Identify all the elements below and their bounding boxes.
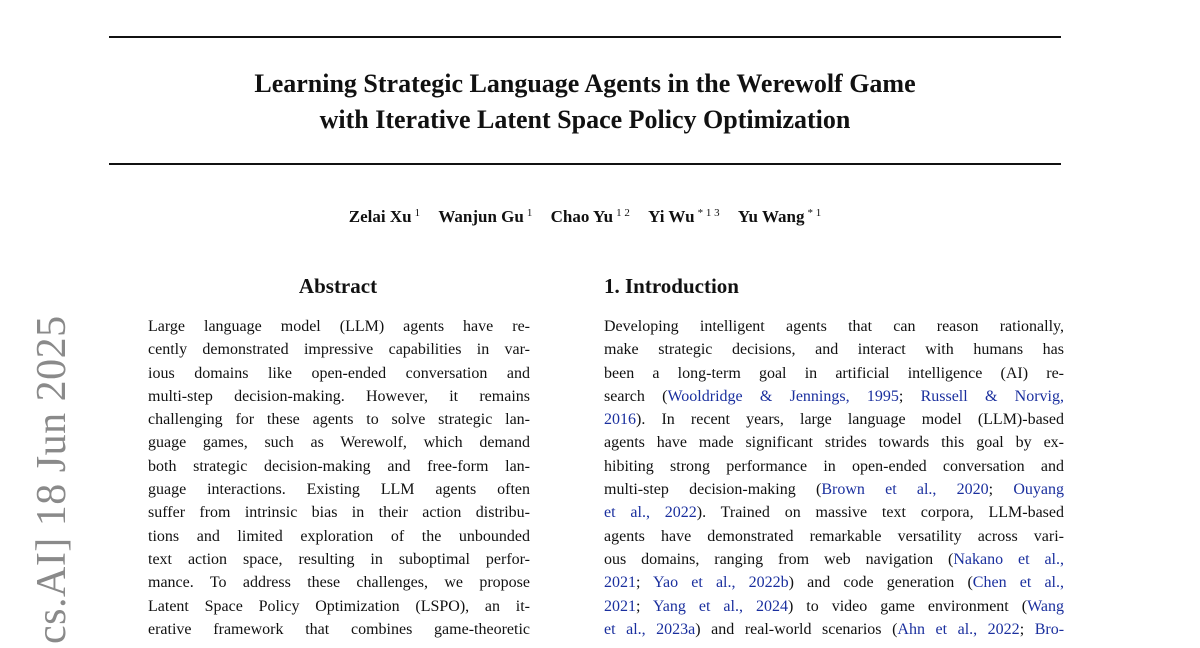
citation-link[interactable]: Ouyang <box>1013 481 1064 499</box>
introduction-line <box>604 571 1064 594</box>
citation-link[interactable]: Yang et al., 2024 <box>652 597 788 615</box>
introduction-line <box>604 408 1064 431</box>
abstract-line: cently demonstrated impressive capabilities in var- <box>148 341 530 359</box>
author-list <box>109 207 1061 227</box>
introduction-line <box>604 338 1064 361</box>
abstract-line: ious domains like open-ended conversation and <box>148 364 530 382</box>
author-name: Yu Wang <box>737 207 805 226</box>
abstract-line: erative framework that combines game-theoretic <box>148 620 530 638</box>
author-affiliation: 1 <box>526 207 533 219</box>
introduction-text: ; <box>988 481 1014 499</box>
introduction-text: ) and real-world scenarios ( <box>695 620 898 638</box>
introduction-body <box>604 315 1064 641</box>
introduction-text: been a long-term goal in artificial intelligence (AI) re- <box>604 364 1064 382</box>
citation-link[interactable]: Russell & Norvig, <box>920 387 1065 405</box>
introduction-line <box>604 548 1064 571</box>
citation-link[interactable]: et al., 2023a <box>604 620 696 638</box>
introduction-text: ) and code generation ( <box>788 574 973 592</box>
introduction-line <box>604 595 1064 618</box>
author-affiliation: * 1 <box>807 207 822 219</box>
title-rule-bottom <box>109 163 1061 165</box>
author-name: Zelai Xu <box>348 207 412 226</box>
citation-link[interactable]: 2021 <box>604 597 636 615</box>
introduction-text: ). Trained on massive text corpora, LLM-based <box>696 504 1064 522</box>
introduction-line <box>604 478 1064 501</box>
introduction-line <box>604 501 1064 524</box>
author <box>438 207 532 226</box>
abstract-line: tions and limited exploration of the unbounded <box>148 527 530 545</box>
author <box>551 207 630 226</box>
introduction-line <box>604 525 1064 548</box>
citation-link[interactable]: Chen et al., <box>972 574 1064 592</box>
author-name: Yi Wu <box>648 207 695 226</box>
abstract-line: challenging for these agents to solve strategic lan- <box>148 411 530 429</box>
introduction-text: ous domains, ranging from web navigation ( <box>604 550 954 568</box>
introduction-text: ; <box>636 574 654 592</box>
introduction-text: ; <box>636 597 653 615</box>
author <box>738 207 821 226</box>
citation-link[interactable]: Wang <box>1027 597 1064 615</box>
citation-link[interactable]: 2021 <box>604 574 636 592</box>
author-affiliation: * 1 3 <box>697 207 720 219</box>
introduction-line <box>604 618 1064 641</box>
abstract-line: multi-step decision-making. However, it remains <box>148 387 530 405</box>
introduction-text: make strategic decisions, and interact with humans has <box>604 341 1064 359</box>
arxiv-stamp: cs.AI] 18 Jun 2025 <box>29 315 75 644</box>
citation-link[interactable]: Brown et al., 2020 <box>821 481 989 499</box>
abstract-line: both strategic decision-making and free-form lan- <box>148 457 530 475</box>
introduction-text: ). In recent years, large language model (LLM)-based <box>636 411 1064 429</box>
citation-link[interactable]: et al., 2022 <box>604 504 697 522</box>
introduction-text: search ( <box>604 387 668 405</box>
abstract-line: mance. To address these challenges, we propose <box>148 574 530 592</box>
author <box>648 207 719 226</box>
introduction-text: ; <box>1019 620 1035 638</box>
citation-link[interactable]: Nakano et al., <box>953 550 1064 568</box>
introduction-heading: 1. Introduction <box>604 274 739 298</box>
introduction-text: agents have demonstrated remarkable versatility across vari- <box>604 527 1064 545</box>
introduction-line <box>604 455 1064 478</box>
introduction-line <box>604 315 1064 338</box>
author-affiliation: 1 2 <box>616 207 630 219</box>
citation-link[interactable]: Ahn et al., 2022 <box>897 620 1020 638</box>
abstract-line: suffer from intrinsic bias in their action distribu- <box>148 504 530 522</box>
citation-link[interactable]: 2016 <box>604 411 636 429</box>
abstract-heading: Abstract <box>298 274 378 298</box>
citation-link[interactable]: Bro- <box>1034 620 1065 638</box>
citation-link[interactable]: Wooldridge & Jennings, 1995 <box>667 387 899 405</box>
author <box>349 207 420 226</box>
abstract-body <box>148 315 530 641</box>
abstract-line: guage games, such as Werewolf, which demand <box>148 434 530 452</box>
introduction-text: agents have made significant strides towards this goal by ex- <box>604 434 1064 452</box>
title-line-1: Learning Strategic Language Agents in the Werewolf Game <box>254 69 916 98</box>
introduction-line <box>604 362 1064 385</box>
introduction-line <box>604 385 1064 408</box>
introduction-text: ; <box>898 387 921 405</box>
introduction-text: ) to video game environment ( <box>787 597 1028 615</box>
author-name: Wanjun Gu <box>438 207 524 226</box>
title-line-2: with Iterative Latent Space Policy Optimization <box>319 105 851 134</box>
introduction-text: multi-step decision-making ( <box>604 481 822 499</box>
title-rule-top <box>109 36 1061 38</box>
abstract-line: guage interactions. Existing LLM agents often <box>148 481 530 499</box>
introduction-line <box>604 431 1064 454</box>
author-name: Chao Yu <box>550 207 614 226</box>
abstract-line: text action space, resulting in suboptimal perfor- <box>148 550 530 568</box>
introduction-text: hibiting strong performance in open-ended conversation and <box>604 457 1064 475</box>
paper-title <box>109 66 1061 138</box>
citation-link[interactable]: Yao et al., 2022b <box>653 574 789 592</box>
abstract-line: Latent Space Policy Optimization (LSPO), an it- <box>148 597 530 615</box>
introduction-text: Developing intelligent agents that can reason rationally, <box>604 318 1064 335</box>
author-affiliation: 1 <box>414 207 421 219</box>
abstract-line: Large language model (LLM) agents have re- <box>148 318 530 335</box>
